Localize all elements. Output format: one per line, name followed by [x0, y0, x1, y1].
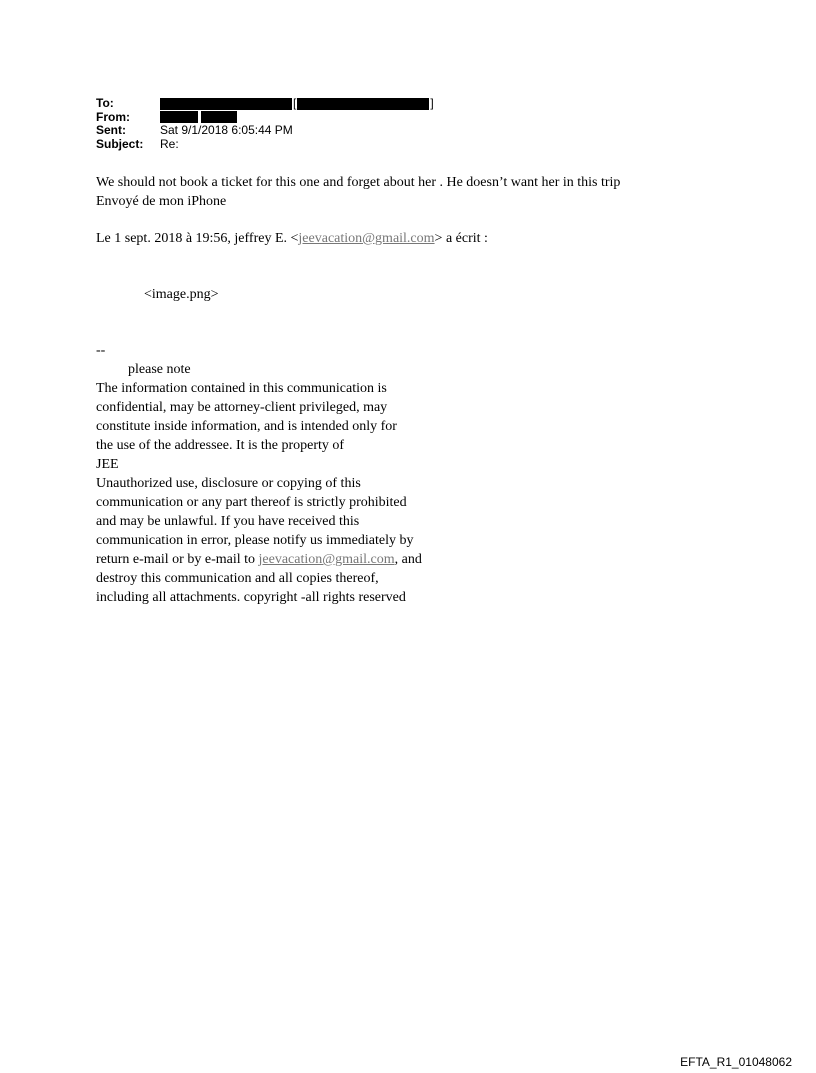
notice-line — [96, 550, 422, 569]
from-label: From: — [96, 109, 130, 124]
redaction-block — [160, 98, 292, 110]
to-row — [96, 97, 435, 111]
email-link[interactable]: jeevacation@gmail.com — [258, 552, 395, 567]
notice-line: communication or any part thereof is strictly prohibited — [96, 495, 407, 510]
message-body — [96, 173, 620, 211]
note-heading: please note — [128, 362, 191, 377]
bracket-open: [ — [293, 96, 297, 110]
bracket-close: ] — [430, 96, 434, 110]
subject-row — [96, 138, 435, 152]
quote-header — [96, 229, 488, 248]
notice-line: Unauthorized use, disclosure or copying of this — [96, 476, 361, 491]
document-id: EFTA_R1_01048062 — [680, 1055, 792, 1069]
subject-value: Re: — [160, 136, 179, 151]
confidentiality-notice — [96, 341, 422, 607]
notice-line: the use of the addressee. It is the property of — [96, 438, 345, 453]
redaction-block — [297, 98, 429, 110]
return-suffix: , and — [394, 552, 422, 567]
notice-line: confidential, may be attorney-client privileged, may — [96, 400, 388, 415]
notice-line: communication in error, please notify us immediately by — [96, 533, 414, 548]
signature-line: Envoyé de mon iPhone — [96, 194, 227, 209]
email-link[interactable]: jeevacation@gmail.com — [298, 231, 435, 246]
sent-label: Sent: — [96, 123, 126, 137]
notice-line: The information contained in this communication is — [96, 381, 387, 396]
quote-suffix: > a écrit : — [434, 231, 488, 246]
redaction-block — [160, 111, 198, 123]
return-prefix: return e-mail or by e-mail to — [96, 552, 259, 567]
sent-row — [96, 124, 435, 138]
notice-line: including all attachments. copyright -all rights reserved — [96, 590, 406, 605]
to-label: To: — [96, 96, 114, 110]
email-header — [96, 97, 435, 151]
sent-value: Sat 9/1/2018 6:05:44 PM — [160, 123, 293, 137]
notice-line: JEE — [96, 457, 119, 472]
subject-label: Subject: — [96, 136, 144, 151]
redaction-block — [201, 111, 237, 123]
attachment-placeholder: <image.png> — [144, 287, 219, 302]
notice-line: destroy this communication and all copies thereof, — [96, 571, 379, 586]
notice-line: and may be unlawful. If you have received this — [96, 514, 360, 529]
notice-line: constitute inside information, and is intended only for — [96, 419, 397, 434]
message-line: We should not book a ticket for this one and forget about her . He doesn’t want her in this trip — [96, 175, 621, 190]
quote-prefix: Le 1 sept. 2018 à 19:56, jeffrey E. < — [96, 231, 299, 246]
from-row — [96, 111, 435, 125]
separator: -- — [96, 343, 106, 358]
